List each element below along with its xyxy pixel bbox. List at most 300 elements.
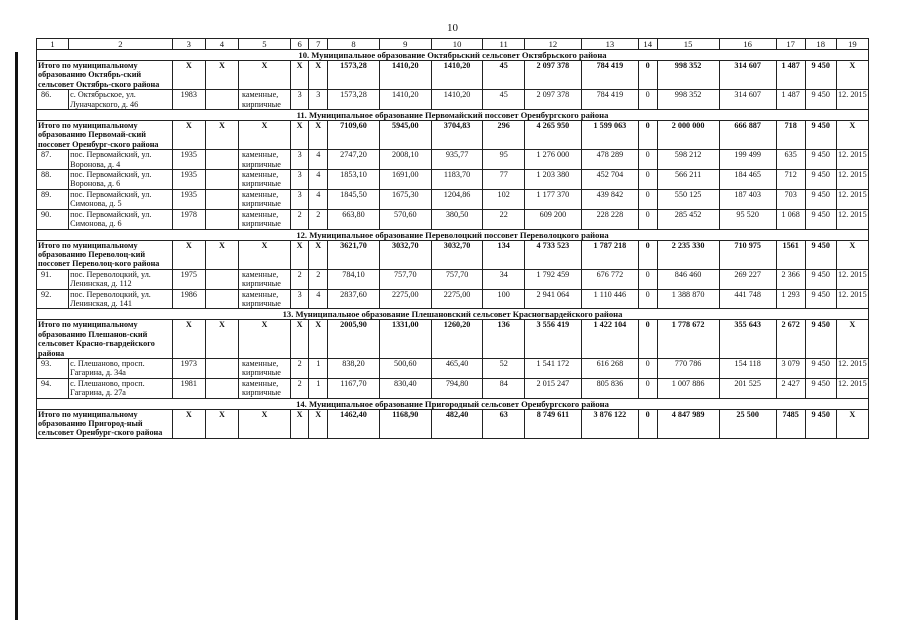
table-cell: 478 289 [581,150,638,170]
table-cell [205,170,238,190]
table-cell: 12. 2015 [836,189,868,209]
building-row [37,90,869,110]
table-cell: 4 [309,289,328,309]
section-total-row [37,61,869,90]
address-cell: пос. Переволоцкий, ул. Ленинская, д. 141 [69,289,173,309]
table-cell: 100 [483,289,524,309]
total-value-cell: 45 [483,61,524,90]
total-value-cell: 9 450 [805,409,836,438]
total-value-cell: X [172,320,205,359]
table-cell: 95 520 [719,209,776,229]
table-cell: 12. 2015 [836,358,868,378]
wall-material-cell: каменные, кирпичные [239,358,291,378]
address-cell: с. Плешаново, просп. Гагарина, д. 27а [69,378,173,398]
wall-material-cell: каменные, кирпичные [239,289,291,309]
column-number-cell: 10 [431,39,483,50]
total-value-cell: 784 419 [581,61,638,90]
row-number-cell: 94. [37,378,69,398]
table-cell: 1 [309,358,328,378]
total-value-cell: 3704,83 [431,121,483,150]
total-value-cell: X [172,121,205,150]
table-cell: 1183,70 [431,170,483,190]
total-value-cell: X [309,320,328,359]
total-name-cell: Итого по муниципальному образованию Переволоц-кий поссовет Переволоц-кого района [37,240,173,269]
table-cell: 1986 [172,289,205,309]
total-value-cell: 1573,28 [328,61,380,90]
total-value-cell: X [836,240,868,269]
table-cell: 830,40 [379,378,431,398]
table-cell: 0 [638,378,657,398]
table-cell: 0 [638,269,657,289]
table-cell: 3 079 [776,358,805,378]
table-cell: 12. 2015 [836,209,868,229]
table-cell: 2 941 064 [524,289,581,309]
total-value-cell: X [836,61,868,90]
table-cell: 12. 2015 [836,90,868,110]
table-cell: 154 118 [719,358,776,378]
total-value-cell: 482,40 [431,409,483,438]
column-number-cell: 4 [205,39,238,50]
table-cell: 1 541 172 [524,358,581,378]
table-cell: 703 [776,189,805,209]
housing-register-table [36,38,869,439]
row-number-cell: 93. [37,358,69,378]
total-value-cell: 0 [638,240,657,269]
table-cell: 1 068 [776,209,805,229]
total-value-cell: 1 422 104 [581,320,638,359]
total-value-cell: 3032,70 [379,240,431,269]
wall-material-cell: каменные, кирпичные [239,150,291,170]
table-cell: 805 836 [581,378,638,398]
page-number: 10 [447,22,458,34]
wall-material-cell: каменные, кирпичные [239,269,291,289]
wall-material-cell: каменные, кирпичные [239,170,291,190]
total-value-cell: 63 [483,409,524,438]
table-cell: 757,70 [379,269,431,289]
table-cell: 1 007 886 [657,378,719,398]
total-value-cell: 1410,20 [431,61,483,90]
total-value-cell: X [836,320,868,359]
table-cell: 1975 [172,269,205,289]
total-value-cell: 0 [638,61,657,90]
section-heading-row [37,309,869,320]
table-cell [205,269,238,289]
table-cell: 2 [309,269,328,289]
table-cell: 12. 2015 [836,289,868,309]
row-number-cell: 90. [37,209,69,229]
address-cell: пос. Первомайский, ул. Симонова, д. 6 [69,209,173,229]
total-value-cell: X [239,61,291,90]
section-title: 11. Муниципальное образование Первомайский поссовет Оренбургского района [37,110,869,121]
total-value-cell: 1410,20 [379,61,431,90]
building-row [37,150,869,170]
table-cell: 465,40 [431,358,483,378]
total-value-cell: 2 672 [776,320,805,359]
table-cell: 77 [483,170,524,190]
table-cell: 2747,20 [328,150,380,170]
table-cell [205,378,238,398]
address-cell: с. Октябрьское, ул. Луначарского, д. 46 [69,90,173,110]
total-value-cell: 3032,70 [431,240,483,269]
building-row [37,170,869,190]
table-cell: 1935 [172,189,205,209]
table-cell: 1675,30 [379,189,431,209]
table-cell: 52 [483,358,524,378]
column-number-cell: 7 [309,39,328,50]
column-number-cell: 13 [581,39,638,50]
table-cell: 1 487 [776,90,805,110]
table-cell: 2 366 [776,269,805,289]
total-value-cell: 0 [638,320,657,359]
total-value-cell: X [172,409,205,438]
total-value-cell: X [239,320,291,359]
table-cell: 3 [290,289,309,309]
table-cell: 0 [638,189,657,209]
total-value-cell: 25 500 [719,409,776,438]
table-cell: 566 211 [657,170,719,190]
table-cell: 598 212 [657,150,719,170]
table-cell: 0 [638,150,657,170]
total-value-cell: X [205,320,238,359]
total-value-cell: X [309,409,328,438]
table-cell: 1 177 370 [524,189,581,209]
total-value-cell: 1260,20 [431,320,483,359]
table-cell: 550 125 [657,189,719,209]
table-cell: 4 [309,150,328,170]
table-cell: 314 607 [719,90,776,110]
total-value-cell: 314 607 [719,61,776,90]
total-value-cell: 9 450 [805,240,836,269]
total-value-cell: 1331,00 [379,320,431,359]
table-cell: 12. 2015 [836,150,868,170]
table-cell: 9 450 [805,358,836,378]
table-cell: 1 293 [776,289,805,309]
table-cell [205,189,238,209]
table-cell: 9 450 [805,150,836,170]
table-cell: 22 [483,209,524,229]
row-number-cell: 86. [37,90,69,110]
address-cell: пос. Первомайский, ул. Симонова, д. 5 [69,189,173,209]
table-cell: 757,70 [431,269,483,289]
total-value-cell: 355 643 [719,320,776,359]
total-value-cell: 1462,40 [328,409,380,438]
column-number-cell: 2 [69,39,173,50]
table-cell: 2837,60 [328,289,380,309]
table-cell: 84 [483,378,524,398]
row-number-cell: 87. [37,150,69,170]
row-number-cell: 92. [37,289,69,309]
table-cell: 2 427 [776,378,805,398]
column-number-cell: 14 [638,39,657,50]
total-value-cell: 7485 [776,409,805,438]
column-number-cell: 18 [805,39,836,50]
table-cell: 0 [638,209,657,229]
total-value-cell: 4 847 989 [657,409,719,438]
column-number-cell: 19 [836,39,868,50]
total-value-cell: 0 [638,409,657,438]
table-cell: 9 450 [805,189,836,209]
total-value-cell: 9 450 [805,320,836,359]
table-cell: 1935 [172,170,205,190]
table-cell: 570,60 [379,209,431,229]
total-value-cell: X [309,61,328,90]
total-value-cell: 710 975 [719,240,776,269]
table-cell [205,150,238,170]
total-value-cell: X [239,121,291,150]
column-number-cell: 8 [328,39,380,50]
table-cell: 1978 [172,209,205,229]
table-cell: 1853,10 [328,170,380,190]
column-number-cell: 9 [379,39,431,50]
total-value-cell: 4 733 523 [524,240,581,269]
table-cell: 0 [638,170,657,190]
table-cell: 635 [776,150,805,170]
total-value-cell: 2 235 330 [657,240,719,269]
table-cell: 770 786 [657,358,719,378]
row-number-cell: 88. [37,170,69,190]
column-number-cell: 6 [290,39,309,50]
table-cell: 609 200 [524,209,581,229]
wall-material-cell: каменные, кирпичные [239,189,291,209]
section-title: 10. Муниципальное образование Октябрьский сельсовет Октябрьского района [37,50,869,61]
table-cell [205,209,238,229]
total-value-cell: X [290,320,309,359]
table-cell: 2 [290,269,309,289]
table-cell: 4 [309,170,328,190]
total-value-cell: X [290,61,309,90]
building-row [37,378,869,398]
table-cell: 2275,00 [431,289,483,309]
total-value-cell: X [309,121,328,150]
table-cell [205,90,238,110]
column-number-cell: 16 [719,39,776,50]
table-cell: 380,50 [431,209,483,229]
address-cell: пос. Первомайский, ул. Воронова, д. 4 [69,150,173,170]
table-cell: 1973 [172,358,205,378]
table-cell: 9 450 [805,289,836,309]
section-title: 12. Муниципальное образование Переволоцкий поссовет Переволоцкого района [37,229,869,240]
total-value-cell: 0 [638,121,657,150]
table-cell: 846 460 [657,269,719,289]
column-number-cell: 3 [172,39,205,50]
row-number-cell: 91. [37,269,69,289]
address-cell: пос. Переволоцкий, ул. Ленинская, д. 112 [69,269,173,289]
table-cell: 4 [309,189,328,209]
table-cell: 2008,10 [379,150,431,170]
table-cell: 1845,50 [328,189,380,209]
table-cell: 9 450 [805,269,836,289]
table-cell: 1983 [172,90,205,110]
table-cell: 998 352 [657,90,719,110]
table-cell: 1 [309,378,328,398]
table-cell: 1410,20 [379,90,431,110]
total-name-cell: Итого по муниципальному образованию Плешанов-ский сельсовет Красно-гвардейского района [37,320,173,359]
table-cell: 3 [290,189,309,209]
table-cell: 9 450 [805,209,836,229]
total-value-cell: 136 [483,320,524,359]
wall-material-cell: каменные, кирпичные [239,378,291,398]
total-value-cell: 666 887 [719,121,776,150]
column-number-cell: 1 [37,39,69,50]
table-cell: 676 772 [581,269,638,289]
table-cell: 9 450 [805,90,836,110]
table-cell: 199 499 [719,150,776,170]
section-total-row [37,320,869,359]
section-heading-row [37,50,869,61]
table-cell: 12. 2015 [836,269,868,289]
total-value-cell: 7109,60 [328,121,380,150]
total-value-cell: 2 097 378 [524,61,581,90]
total-value-cell: 296 [483,121,524,150]
total-value-cell: 1561 [776,240,805,269]
total-value-cell: X [205,61,238,90]
building-row [37,189,869,209]
wall-material-cell: каменные, кирпичные [239,209,291,229]
table-cell: 9 450 [805,170,836,190]
column-number-cell: 15 [657,39,719,50]
table-cell: 3 [290,150,309,170]
total-value-cell: X [172,61,205,90]
table-cell: 3 [290,90,309,110]
table-cell: 1981 [172,378,205,398]
total-value-cell: X [239,409,291,438]
table-cell: 201 525 [719,378,776,398]
wall-material-cell: каменные, кирпичные [239,90,291,110]
total-value-cell: X [836,121,868,150]
total-value-cell: X [205,240,238,269]
section-title: 14. Муниципальное образование Пригородный сельсовет Оренбургского района [37,398,869,409]
section-total-row [37,409,869,438]
table-cell: 439 842 [581,189,638,209]
building-row [37,269,869,289]
table-cell: 784,10 [328,269,380,289]
table-cell: 285 452 [657,209,719,229]
table-cell: 9 450 [805,378,836,398]
table-cell: 2 [290,358,309,378]
row-number-cell: 89. [37,189,69,209]
table-cell: 1 792 459 [524,269,581,289]
total-value-cell: 1 599 063 [581,121,638,150]
address-cell: пос. Первомайский, ул. Воронова, д. 6 [69,170,173,190]
table-cell: 838,20 [328,358,380,378]
section-heading-row [37,229,869,240]
table-cell: 3 [290,170,309,190]
table-cell: 228 228 [581,209,638,229]
column-number-row [37,39,869,50]
total-value-cell: 8 749 611 [524,409,581,438]
total-value-cell: X [205,121,238,150]
table-cell: 12. 2015 [836,170,868,190]
table-cell: 712 [776,170,805,190]
total-value-cell: 3 876 122 [581,409,638,438]
total-value-cell: X [290,121,309,150]
table-cell: 0 [638,358,657,378]
table-cell: 0 [638,90,657,110]
table-cell: 2 [309,209,328,229]
table-cell: 1410,20 [431,90,483,110]
total-value-cell: 1168,90 [379,409,431,438]
total-name-cell: Итого по муниципальному образованию Пригород-ный сельсовет Оренбург-ского района [37,409,173,438]
column-number-cell: 12 [524,39,581,50]
total-value-cell: 3 556 419 [524,320,581,359]
total-value-cell: X [172,240,205,269]
table-cell: 34 [483,269,524,289]
section-heading-row [37,110,869,121]
building-row [37,358,869,378]
table-cell [205,289,238,309]
table-cell: 45 [483,90,524,110]
total-value-cell: X [239,240,291,269]
table-cell: 935,77 [431,150,483,170]
table-cell: 187 403 [719,189,776,209]
total-value-cell: 2 000 000 [657,121,719,150]
table-cell: 616 268 [581,358,638,378]
binding-margin-line [15,52,18,620]
total-value-cell: X [205,409,238,438]
table-cell: 794,80 [431,378,483,398]
table-cell: 1691,00 [379,170,431,190]
section-title: 13. Муниципальное образование Плешановский сельсовет Красногвардейского района [37,309,869,320]
table-cell: 452 704 [581,170,638,190]
table-cell: 1204,86 [431,189,483,209]
total-value-cell: 1 778 672 [657,320,719,359]
table-cell: 1 110 446 [581,289,638,309]
table-cell: 663,80 [328,209,380,229]
table-cell: 2275,00 [379,289,431,309]
table-cell: 1 276 000 [524,150,581,170]
column-number-cell: 11 [483,39,524,50]
building-row [37,289,869,309]
total-value-cell: X [309,240,328,269]
total-value-cell: 4 265 950 [524,121,581,150]
total-value-cell: 9 450 [805,121,836,150]
table-cell: 102 [483,189,524,209]
table-cell: 1573,28 [328,90,380,110]
table-cell: 1167,70 [328,378,380,398]
total-value-cell: X [290,409,309,438]
total-name-cell: Итого по муниципальному образованию Октябрь-ский сельсовет Октябрь-ского района [37,61,173,90]
building-row [37,209,869,229]
total-value-cell: X [836,409,868,438]
table-cell [205,358,238,378]
table-cell: 3 [309,90,328,110]
table-cell: 784 419 [581,90,638,110]
table-cell: 269 227 [719,269,776,289]
section-total-row [37,240,869,269]
address-cell: с. Плешаново, просп. Гагарина, д. 34а [69,358,173,378]
table-cell: 2 [290,209,309,229]
total-value-cell: 9 450 [805,61,836,90]
table-cell: 1 388 870 [657,289,719,309]
total-name-cell: Итого по муниципальному образованию Первомай-ский поссовет Оренбург-ского района [37,121,173,150]
total-value-cell: 134 [483,240,524,269]
table-cell: 95 [483,150,524,170]
table-cell: 12. 2015 [836,378,868,398]
table-cell: 2 [290,378,309,398]
table-cell: 500,60 [379,358,431,378]
table-cell: 441 748 [719,289,776,309]
table-cell: 2 015 247 [524,378,581,398]
column-number-cell: 5 [239,39,291,50]
section-total-row [37,121,869,150]
table-cell: 1 203 380 [524,170,581,190]
total-value-cell: 2005,90 [328,320,380,359]
table-cell: 2 097 378 [524,90,581,110]
table-cell: 184 465 [719,170,776,190]
total-value-cell: 5945,00 [379,121,431,150]
total-value-cell: 1 487 [776,61,805,90]
total-value-cell: 1 787 218 [581,240,638,269]
